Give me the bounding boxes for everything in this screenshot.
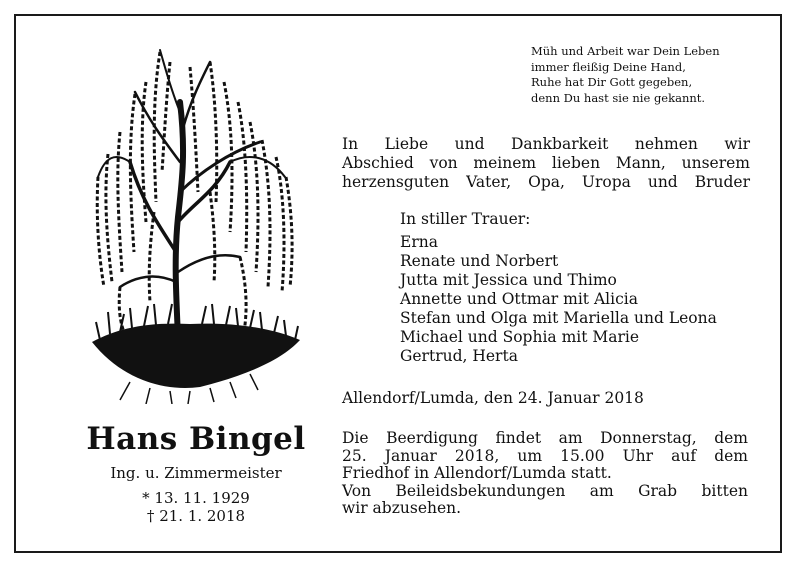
funeral-info — [342, 430, 748, 518]
funeral-line: wir abzusehen. — [342, 499, 462, 517]
deceased-profession: Ing. u. Zimmermeister — [110, 464, 282, 482]
poem-line: Ruhe hat Dir Gott gegeben, — [531, 75, 693, 89]
funeral-line: Die Beerdigung findet am Donnerstag, dem — [342, 429, 748, 447]
memorial-poem — [531, 44, 771, 106]
mourner-name: Annette und Ottmar mit Alicia — [400, 290, 638, 308]
place-and-date: Allendorf/Lumda, den 24. Januar 2018 — [342, 389, 644, 407]
mourner-name: Michael und Sophia mit Marie — [400, 328, 640, 346]
poem-line: denn Du hast sie nie gekannt. — [531, 90, 706, 105]
life-dates — [60, 489, 332, 525]
death-date: † 21. 1. 2018 — [146, 507, 246, 525]
mourner-name: Gertrud, Herta — [400, 347, 518, 365]
mourner-name: Erna — [400, 233, 438, 251]
intro-line: herzensguten Vater, Opa, Uropa und Bruder — [342, 173, 750, 191]
deceased-name: Hans Bingel — [86, 421, 306, 457]
weeping-willow-icon — [90, 42, 302, 404]
poem-line: Müh und Arbeit war Dein Leben — [531, 44, 720, 58]
funeral-line: Von Beileidsbekundungen am Grab bitten — [342, 481, 748, 500]
birth-date: * 13. 11. 1929 — [142, 489, 250, 507]
mourner-name: Jutta mit Jessica und Thimo — [400, 271, 617, 289]
mourners-heading: In stiller Trauer: — [400, 210, 531, 228]
funeral-line: 25. Januar 2018, um 15.00 Uhr auf dem — [342, 446, 748, 465]
poem-line: immer fleißig Deine Hand, — [531, 59, 686, 74]
mourner-name: Renate und Norbert — [400, 252, 559, 270]
mourner-name: Stefan und Olga mit Mariella und Leona — [400, 309, 717, 327]
intro-line: Abschied von meinem lieben Mann, unserem — [342, 154, 750, 172]
mourners-list — [400, 210, 760, 366]
intro-line: In Liebe und Dankbarkeit nehmen wir — [342, 135, 750, 153]
farewell-intro — [342, 135, 750, 192]
funeral-line: Friedhof in Allendorf/Lumda statt. — [342, 464, 612, 482]
